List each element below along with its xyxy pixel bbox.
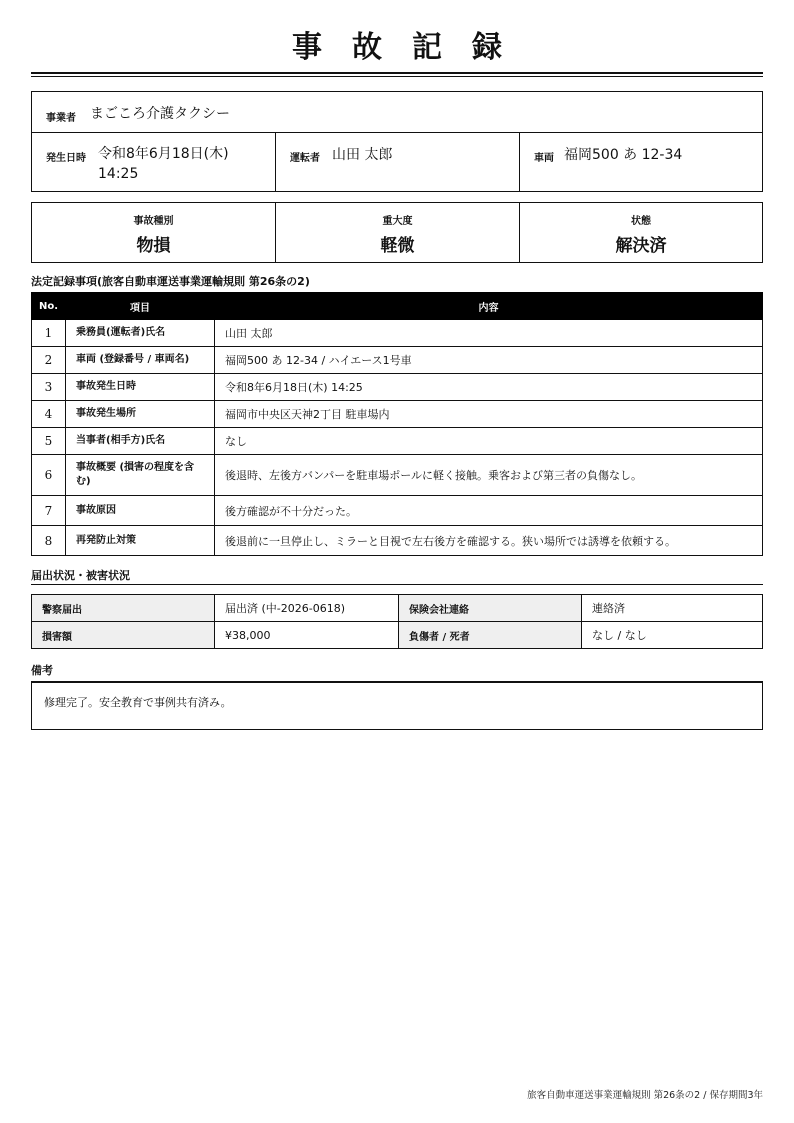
row-item: 事故原因 — [66, 496, 215, 526]
row-content: なし — [215, 428, 763, 455]
header-content: 内容 — [215, 293, 763, 320]
table-row — [32, 428, 763, 455]
remarks-box — [31, 681, 763, 730]
police-label: 警察届出 — [32, 595, 215, 622]
row-no: 2 — [32, 347, 66, 374]
casualty-value: なし / なし — [582, 622, 763, 649]
table-row — [32, 455, 763, 496]
damage-section-rule — [31, 584, 763, 585]
table-row — [32, 526, 763, 556]
remarks-title: 備考 — [31, 664, 53, 677]
basic-info-box — [31, 91, 763, 192]
damage-row — [32, 622, 763, 649]
table-row — [32, 496, 763, 526]
row-content: 福岡500 あ 12-34 / ハイエース1号車 — [215, 347, 763, 374]
row-item: 事故概要 (損害の程度を含む) — [66, 455, 215, 496]
damage-row — [32, 595, 763, 622]
records-section-title: 法定記録事項(旅客自動車運送事業運輸規則 第26条の2) — [31, 275, 310, 288]
vehicle-cell — [520, 133, 762, 191]
footer-note: 旅客自動車運送事業運輸規則 第26条の2 / 保存期間3年 — [527, 1090, 763, 1101]
remarks-text: 修理完了。安全教育で事例共有済み。 — [44, 696, 232, 709]
row-item: 車両 (登録番号 / 車両名) — [66, 347, 215, 374]
vehicle-label: 車両 — [534, 153, 554, 164]
row-content: 令和8年6月18日(木) 14:25 — [215, 374, 763, 401]
row-content: 山田 太郎 — [215, 320, 763, 347]
driver-value: 山田 太郎 — [332, 147, 393, 163]
damage-section-title: 届出状況・被害状況 — [31, 569, 130, 582]
title-double-rule-bottom — [31, 76, 763, 77]
row-no: 7 — [32, 496, 66, 526]
header-no: No. — [32, 293, 66, 320]
operator-row — [32, 92, 762, 133]
insurance-label: 保険会社連絡 — [399, 595, 582, 622]
occurrence-value — [98, 144, 268, 184]
title-double-rule-top — [31, 72, 763, 74]
row-item: 乗務員(運転者)氏名 — [66, 320, 215, 347]
row-content: 後方確認が不十分だった。 — [215, 496, 763, 526]
row-no: 3 — [32, 374, 66, 401]
police-value: 届出済 (中-2026-0618) — [215, 595, 399, 622]
severity-label: 重大度 — [382, 216, 413, 227]
row-no: 6 — [32, 455, 66, 496]
casualty-label: 負傷者 / 死者 — [399, 622, 582, 649]
row-no: 8 — [32, 526, 66, 556]
accident-type-value: 物損 — [136, 236, 171, 256]
status-cell — [520, 203, 762, 262]
row-no: 1 — [32, 320, 66, 347]
status-value: 解決済 — [615, 236, 667, 256]
operator-label: 事業者 — [46, 113, 76, 124]
damage-table — [31, 594, 763, 649]
driver-label: 運転者 — [290, 153, 320, 164]
row-content: 後退前に一旦停止し、ミラーと目視で左右後方を確認する。狭い場所では誘導を依頼する。 — [215, 526, 763, 556]
operator-value: まごころ介護タクシー — [90, 106, 230, 122]
row-content: 福岡市中央区天神2丁目 駐車場内 — [215, 401, 763, 428]
status-summary-box — [31, 202, 763, 263]
table-row — [32, 401, 763, 428]
row-no: 4 — [32, 401, 66, 428]
amount-value: ¥38,000 — [215, 622, 399, 649]
row-no: 5 — [32, 428, 66, 455]
severity-value: 軽微 — [380, 236, 415, 256]
occurrence-cell — [32, 133, 276, 191]
records-header-row — [32, 293, 763, 320]
row-item: 再発防止対策 — [66, 526, 215, 556]
severity-cell — [276, 203, 520, 262]
row-content: 後退時、左後方バンパーを駐車場ポールに軽く接触。乗客および第三者の負傷なし。 — [215, 455, 763, 496]
row-item: 事故発生日時 — [66, 374, 215, 401]
row-item: 当事者(相手方)氏名 — [66, 428, 215, 455]
occurrence-label: 発生日時 — [46, 153, 86, 164]
occurrence-time: 14:25 — [98, 166, 139, 182]
table-row — [32, 347, 763, 374]
row-item: 事故発生場所 — [66, 401, 215, 428]
table-row — [32, 320, 763, 347]
occurrence-date: 令和8年6月18日(木) — [98, 146, 229, 162]
vehicle-value: 福岡500 あ 12-34 — [564, 147, 683, 163]
amount-label: 損害額 — [32, 622, 215, 649]
driver-cell — [276, 133, 520, 191]
insurance-value: 連絡済 — [582, 595, 763, 622]
header-item: 項目 — [66, 293, 215, 320]
records-table — [31, 292, 763, 556]
page-title: 事故記録 — [292, 30, 532, 65]
status-label: 状態 — [631, 216, 651, 227]
table-row — [32, 374, 763, 401]
accident-type-label: 事故種別 — [133, 216, 174, 227]
accident-type-cell — [32, 203, 276, 262]
